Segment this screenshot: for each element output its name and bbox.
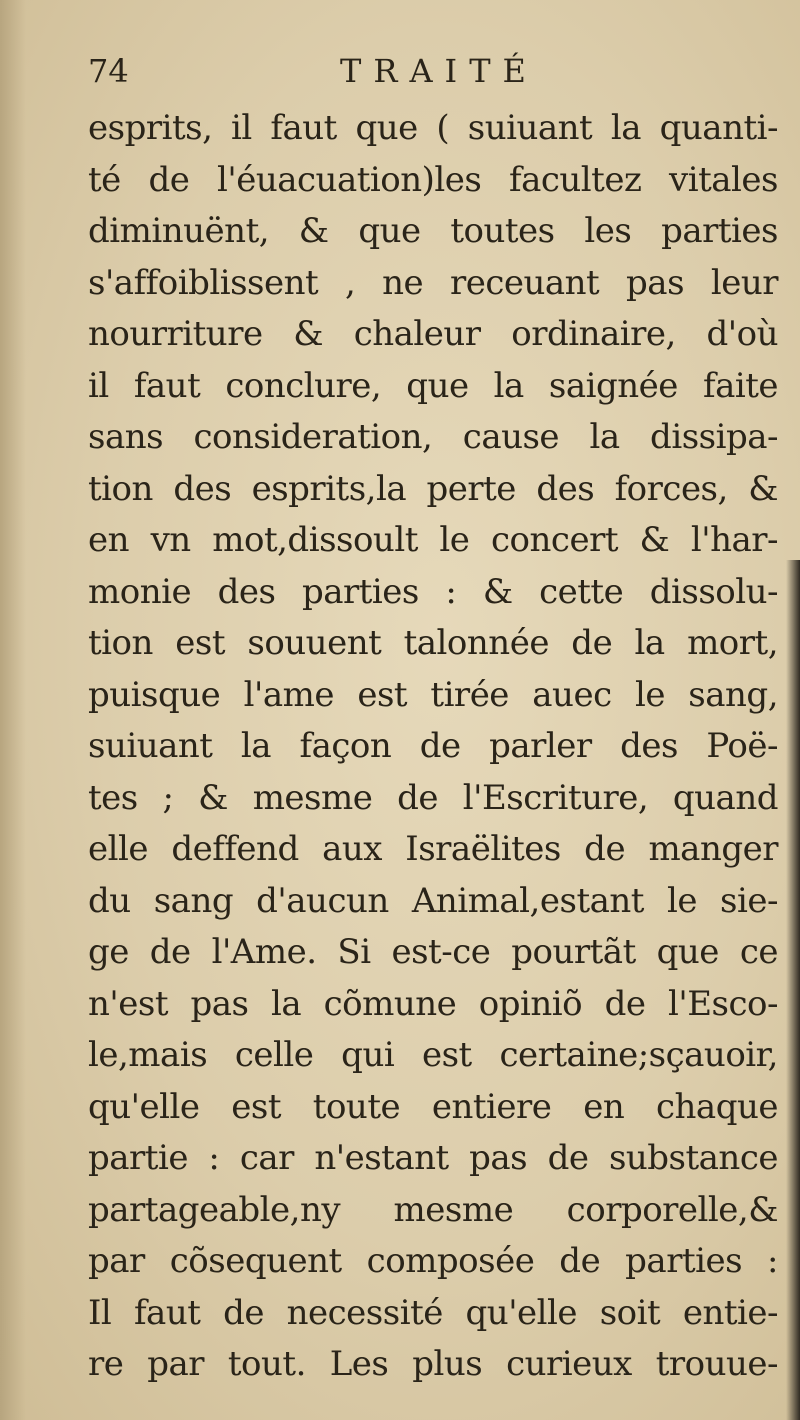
text-line: en vn mot,dissoult le concert & l'har- xyxy=(88,520,778,560)
text-line: s'affoiblissent , ne receuant pas leur xyxy=(88,262,778,303)
text-line: suiuant la façon de parler des Poë- xyxy=(88,726,778,766)
text-line: diminuënt, & que toutes les parties xyxy=(88,211,778,251)
text-line: du sang d'aucun Animal,estant le sie- xyxy=(88,880,778,921)
text-line: té de l'éuacuation)les facultez vitales xyxy=(88,159,778,200)
text-line: monie des parties : & cette dissolu- xyxy=(88,571,778,612)
text-line: par cõsequent composée de parties : xyxy=(88,1241,778,1281)
text-line: nourriture & chaleur ordinaire, d'où xyxy=(88,314,778,354)
text-line: tion est souuent talonnée de la mort, xyxy=(88,623,778,663)
gutter-shadow xyxy=(0,0,26,1420)
text-line: puisque l'ame est tirée auec le sang, xyxy=(88,674,778,715)
text-line: tes ; & mesme de l'Escriture, quand xyxy=(88,777,778,818)
running-title: TRAITÉ xyxy=(340,52,538,90)
text-line: sans consideration, cause la dissipa- xyxy=(88,417,778,457)
text-line: partageable,ny mesme corporelle,& xyxy=(88,1189,778,1230)
text-line: esprits, il faut que ( suiuant la quanti- xyxy=(88,108,778,148)
page-edge-shadow xyxy=(786,560,800,1420)
text-line: tion des esprits,la perte des forces, & xyxy=(88,468,778,509)
text-line: n'est pas la cõmune opiniõ de l'Esco- xyxy=(88,983,778,1024)
page-number: 74 xyxy=(88,52,129,90)
text-line: le,mais celle qui est certaine;sçauoir, xyxy=(88,1035,778,1075)
text-line: re par tout. Les plus curieux trouue- xyxy=(88,1344,778,1384)
text-line: qu'elle est toute entiere en chaque xyxy=(88,1086,778,1127)
text-line: Il faut de necessité qu'elle soit entie- xyxy=(88,1292,778,1333)
text-line: partie : car n'estant pas de substance xyxy=(88,1138,778,1178)
text-line: ge de l'Ame. Si est-ce pourtãt que ce xyxy=(88,932,778,972)
body-text xyxy=(88,103,778,1391)
text-line: elle deffend aux Israëlites de manger xyxy=(88,829,778,869)
page-header xyxy=(88,52,778,102)
text-line: il faut conclure, que la saignée faite xyxy=(88,365,778,406)
